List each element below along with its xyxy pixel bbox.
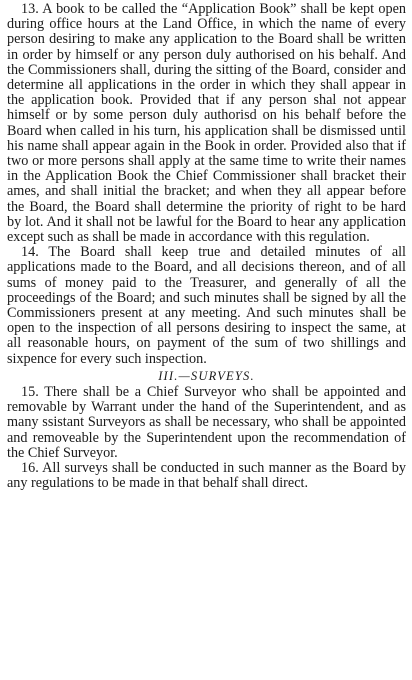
- paragraph-13: 13. A book to be called the “Application Book” shall be kept open during office hours at the Land Office, in which the name of every person desiring to make any application to the Board shall be written in order by himself or any person duly authorised on his behalf. And the Commissioners shall, during the sitting of the Board, consider and determine all applications in the order in which they shall appear in the application book. Provided that if any person shal not appear himself or by some person duly authorisd on his behalf before the Board when called in his turn, his application shall be dismissed until his name shall appear again in the Book in order. Provided also that if two or more persons shall apply at the same time to write their names in the Application Book the Chief Commissioner shall bracket their ames, and shall initial the bracket; and when they all appear before the Board, the Board shall determine the priority of right to be hard by lot. And it shall not be lawful for the Board to hear any application except such as shall be made in accordance with this regulation.: [7, 1, 406, 246]
- section-heading-surveys: III.—SURVEYS.: [158, 368, 255, 383]
- paragraph-14: 14. The Board shall keep true and detailed minutes of all applications made to the Board, and all decisions thereon, and of all sums of money paid to the Treasurer, and generally of all the proceedings of the Board; and such minutes shall be signed by all the Commissioners present at any meeting. And such minutes shall be open to the inspection of all persons desiring to inspect the same, at all reasonable hours, on payment of the sum of two shillings and sixpence for every such inspection.: [7, 244, 406, 367]
- paragraph-15: 15. There shall be a Chief Surveyor who shall be appointed and removable by Warrant under the hand of the Superintendent, and as many ssistant Surveyors as shall be necessary, who shall be appointed and removeable by the Superintendent upon the recommendation of the Chief Surveyor.: [7, 384, 406, 461]
- paragraph-16: 16. All surveys shall be conducted in such manner as the Board by any regulations to be made in that behalf shall direct.: [7, 460, 406, 492]
